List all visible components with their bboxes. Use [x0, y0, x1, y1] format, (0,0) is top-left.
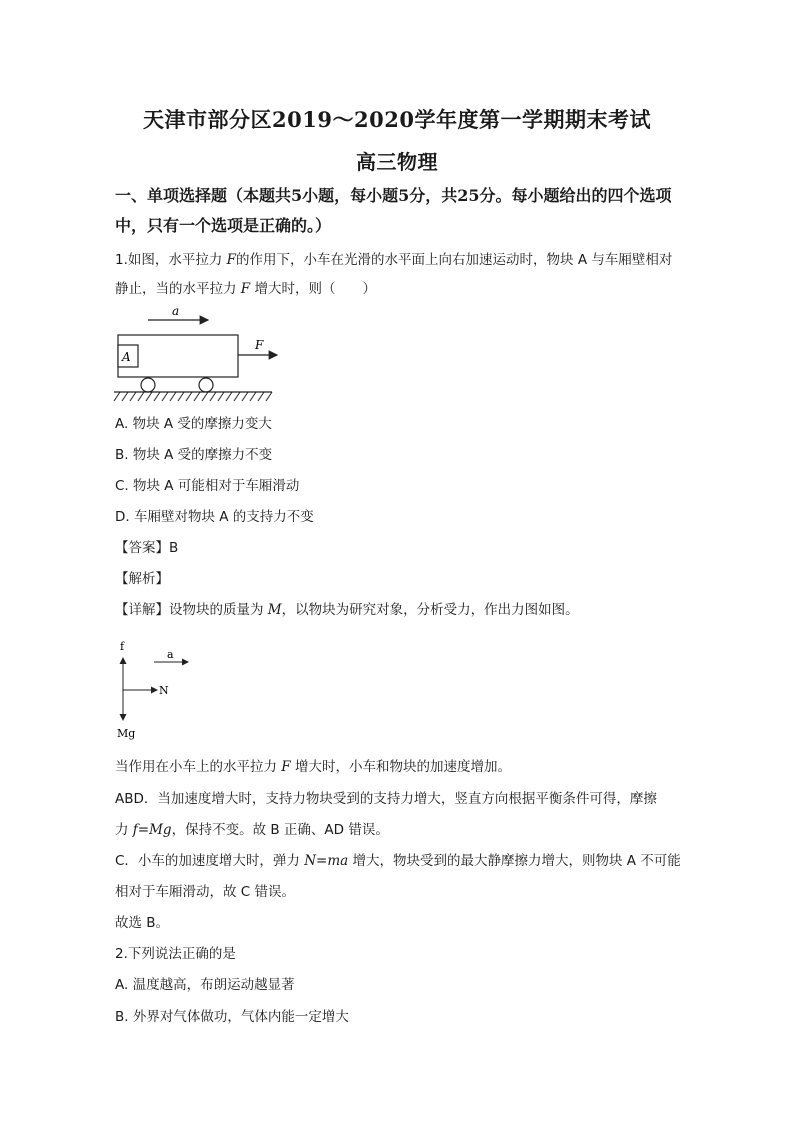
- force-label: F: [255, 338, 264, 352]
- normal-label: N: [159, 684, 169, 697]
- q1-explanation-1: [115, 757, 695, 777]
- explanation-text: 增大，物块受到的最大静摩擦力增大，则物块 A 不可能: [348, 853, 681, 869]
- explanation-variable: F: [281, 759, 291, 775]
- document-subtitle: 高三物理: [356, 150, 438, 174]
- explanation-text: 力: [115, 822, 133, 838]
- q1-stem-line2: [115, 279, 695, 299]
- explanation-text: ，保持不变。故 B 正确、AD 错误。: [171, 822, 389, 838]
- q1-conclusion: 故选 B。: [115, 915, 170, 931]
- ground-hatching: [114, 392, 272, 401]
- q1-option-a: A. 物块 A 受的摩擦力变大: [115, 416, 272, 432]
- q1-detail-text: ，以物块为研究对象，分析受力，作出力图如图。: [281, 602, 579, 618]
- free-body-diagram: [110, 634, 200, 744]
- cart-wheel: [199, 378, 213, 392]
- explanation-variable: f=Mg: [132, 822, 172, 838]
- cart-wheel: [141, 378, 155, 392]
- q2-stem: 2.下列说法正确的是: [115, 946, 236, 962]
- q1-detail-variable: M: [267, 602, 282, 618]
- friction-label: f: [120, 640, 125, 653]
- q1-explanation-4: [115, 851, 695, 871]
- q2-option-a: A. 温度越高，布朗运动越显著: [115, 977, 295, 993]
- explanation-text: 当作用在小车上的水平拉力: [115, 759, 282, 775]
- section-heading-line2: 中，只有一个选项是正确的。）: [115, 216, 332, 235]
- q1-answer: 【答案】B: [115, 540, 179, 556]
- q1-explanation-2: ABD．当加速度增大时，支持力物块受到的支持力增大，竖直方向根据平衡条件可得，摩擦: [115, 791, 657, 807]
- explanation-text: 增大时，小车和物块的加速度增加。: [290, 759, 511, 775]
- q1-analysis-label: 【解析】: [115, 571, 169, 587]
- q1-stem-text: 1.如图，水平拉力: [115, 252, 227, 268]
- q1-stem-variable: F: [240, 281, 251, 297]
- weight-label: Mg: [117, 727, 136, 740]
- fbd-acceleration-label: a: [167, 648, 174, 661]
- explanation-variable: N=ma: [304, 853, 349, 869]
- q2-option-b: B. 外界对气体做功，气体内能一定增大: [115, 1009, 349, 1025]
- q1-detail-text: 【详解】设物块的质量为: [115, 602, 268, 618]
- q1-option-b: B. 物块 A 受的摩擦力不变: [115, 447, 273, 463]
- block-a-label: A: [122, 350, 131, 364]
- q1-stem-text: 的作用下，小车在光滑的水平面上向右加速运动时，物块 A 与车厢壁相对: [236, 252, 673, 268]
- q1-stem-text: 增大时，则（ ）: [250, 281, 376, 297]
- q1-stem-line1: [115, 250, 695, 270]
- q1-stem-text: 静止，当的水平拉力: [115, 281, 241, 297]
- q1-option-c: C. 物块 A 可能相对于车厢滑动: [115, 478, 300, 494]
- q1-explanation-3: [115, 820, 695, 840]
- q1-stem-variable: F: [226, 252, 237, 268]
- q1-option-d: D. 车厢壁对物块 A 的支持力不变: [115, 509, 314, 525]
- q1-detail: [115, 600, 695, 620]
- cart-figure: [110, 300, 300, 410]
- acceleration-label: a: [172, 304, 180, 318]
- document-title: 天津市部分区2019～2020学年度第一学期期末考试: [143, 107, 651, 132]
- q1-explanation-5: 相对于车厢滑动，故 C 错误。: [115, 884, 296, 900]
- section-heading-line1: 一、单项选择题（本题共5小题，每小题5分，共25分。每小题给出的四个选项: [115, 186, 672, 205]
- explanation-text: C．小车的加速度增大时，弹力: [115, 853, 305, 869]
